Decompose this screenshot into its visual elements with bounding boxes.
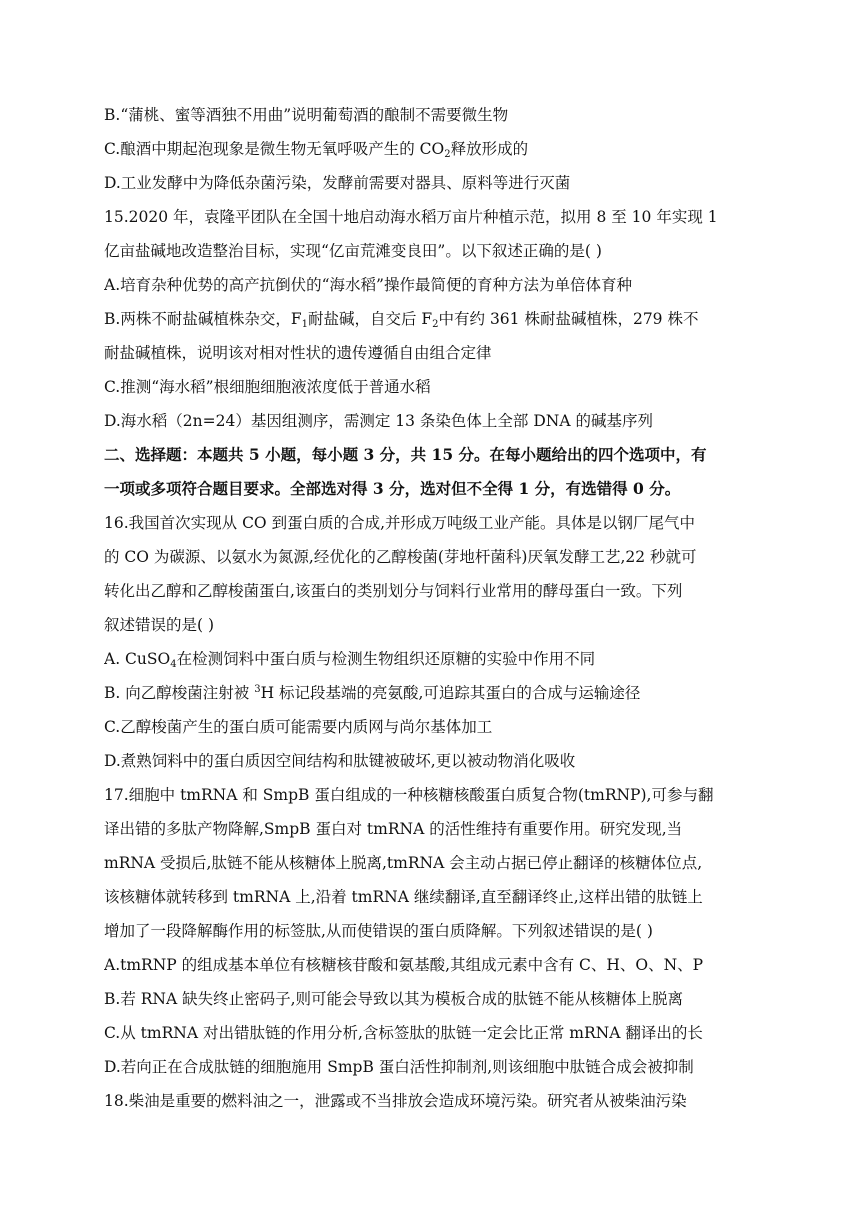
option-17d: D.若向正在合成肽链的细胞施用 SmpB 蛋白活性抑制剂,则该细胞中肽链合成会被抑制 xyxy=(104,1058,694,1076)
question-18-stem: 18.柴油是重要的燃料油之一，泄露或不当排放会造成环境污染。研究者从被柴油污染 xyxy=(104,1092,687,1110)
option-15b: 耐盐碱植株，说明该对相对性状的遗传遵循自由组合定律 xyxy=(104,344,492,362)
question-15-stem: 亿亩盐碱地改造整治目标，实现“亿亩荒滩变良田”。以下叙述正确的是( ) xyxy=(104,242,602,260)
question-16-stem: 叙述错误的是( ) xyxy=(104,616,215,634)
option-17b: B.若 RNA 缺失终止密码子,则可能会导致以其为模板合成的肽链不能从核糖体上脱离 xyxy=(104,990,684,1008)
option-14b: B.“蒲桃、蜜等酒独不用曲”说明葡萄酒的酿制不需要微生物 xyxy=(104,106,509,124)
option-14d: D.工业发酵中为降低杂菌污染，发酵前需要对器具、原料等进行灭菌 xyxy=(104,174,571,192)
option-16c: C.乙醇梭菌产生的蛋白质可能需要内质网与尚尔基体加工 xyxy=(104,718,493,736)
question-17-stem: 该核糖体就转移到 tmRNA 上,沿着 tmRNA 继续翻译,直至翻译终止,这样出错的肽链上 xyxy=(104,888,703,906)
question-16-stem: 转化出乙醇和乙醇梭菌蛋白,该蛋白的类别划分与饲料行业常用的酵母蛋白一致。下列 xyxy=(104,582,683,600)
option-15a: A.培育杂种优势的高产抗倒伏的“海水稻”操作最简便的育种方法为单倍体育种 xyxy=(104,276,632,294)
option-14c: C.酿酒中期起泡现象是微生物无氧呼吸产生的 $CO_2$释放形成的 xyxy=(104,140,529,160)
question-17-stem: mRNA 受损后,肽链不能从核糖体上脱离,tmRNA 会主动占据已停止翻译的核糖体位点, xyxy=(104,854,703,872)
option-16a: A. CuSO$_4$在检测饲料中蛋白质与检测生物组织还原糖的实验中作用不同 xyxy=(104,650,596,670)
section-heading: 一项或多项符合题目要求。全部选对得 3 分，选对但不全得 1 分，有选错得 0 分。 xyxy=(104,479,681,498)
question-17-stem: 译出错的多肽产物降解,SmpB 蛋白对 tmRNA 的活性维持有重要作用。研究发现,当 xyxy=(104,820,683,838)
option-15c: C.推测“海水稻”根细胞细胞液浓度低于普通水稻 xyxy=(104,378,431,396)
section-heading: 二、选择题：本题共 5 小题，每小题 3 分，共 15 分。在每小题给出的四个选项中，有 xyxy=(104,445,707,464)
option-17a: A.tmRNP 的组成基本单位有核糖核苷酸和氨基酸,其组成元素中含有 C、H、O、N、P xyxy=(104,956,704,974)
question-17-stem: 17.细胞中 tmRNA 和 SmpB 蛋白组成的一种核糖核酸蛋白质复合物(tmRNP),可参与翻 xyxy=(104,786,714,804)
question-16-stem: 的 CO 为碳源、以氨水为氮源,经优化的乙醇梭菌(芽地杆菌科)厌氧发酵工艺,22 秒就可 xyxy=(104,548,697,566)
question-15-stem: 15.2020 年，袁隆平团队在全国十地启动海水稻万亩片种植示范，拟用 8 至 10 年实现 1 xyxy=(104,208,718,226)
question-16-stem: 16.我国首次实现从 CO 到蛋白质的合成,并形成万吨级工业产能。具体是以钢厂尾气中 xyxy=(104,514,696,532)
option-16b: B. 向乙醇梭菌注射被 $^3$H 标记段基端的亮氨酸,可追踪其蛋白的合成与运输途径 xyxy=(104,684,641,702)
option-17c: C.从 tmRNA 对出错肽链的作用分析,含标签肽的肽链一定会比正常 mRNA 翻译出的长 xyxy=(104,1024,703,1042)
option-15d: D.海水稻（2n=24）基因组测序，需测定 13 条染色体上全部 DNA 的碱基序列 xyxy=(104,412,653,430)
question-17-stem: 增加了一段降解酶作用的标签肽,从而使错误的蛋白质降解。下列叙述错误的是( ) xyxy=(104,922,653,940)
option-15b: B.两株不耐盐碱植株杂交，$F_1$耐盐碱，自交后 $F_2$中有约 361 株耐盐碱植株，279 株不 xyxy=(104,310,699,330)
option-16d: D.煮熟饲料中的蛋白质因空间结构和肽键被破坏,更以被动物消化吸收 xyxy=(104,752,576,770)
